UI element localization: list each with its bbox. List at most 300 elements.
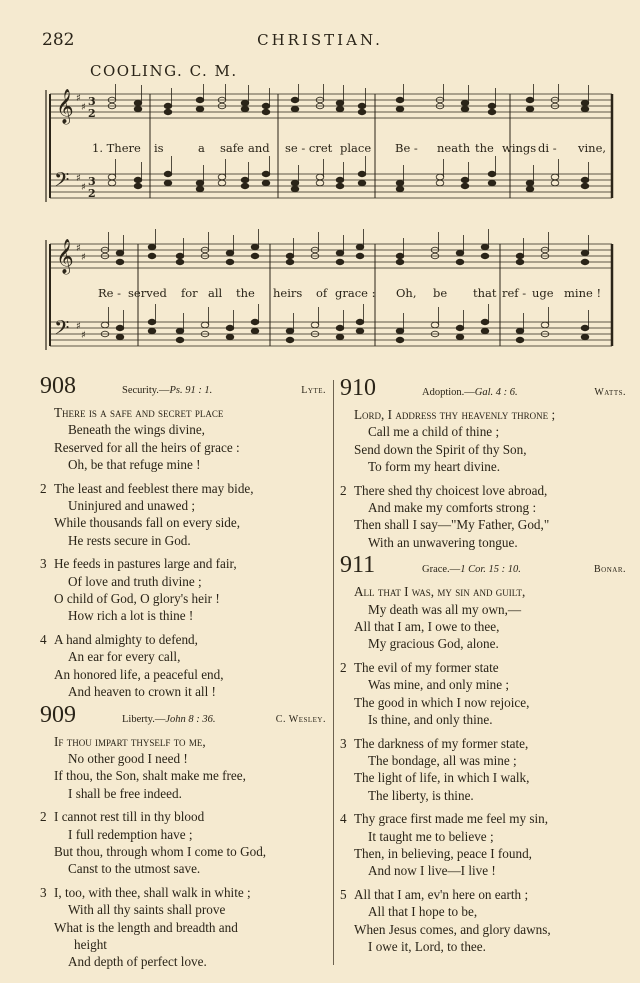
verse-line	[40, 480, 330, 497]
note-head	[164, 171, 172, 177]
lyric-syllable: the	[475, 141, 494, 155]
lyric-syllable: vine,	[578, 141, 607, 155]
note-head	[291, 106, 299, 112]
sharp-icon: ♯	[76, 93, 81, 104]
sharp-icon: ♯	[81, 330, 86, 341]
lyric-syllable: grace :	[335, 286, 376, 300]
column-divider	[333, 380, 334, 965]
verse-line	[54, 532, 330, 549]
hymn-subject	[422, 561, 594, 578]
verse-line	[354, 938, 630, 955]
note-head	[262, 103, 270, 109]
hymn-author: Bonar.	[593, 564, 626, 576]
right-column	[340, 375, 630, 961]
note-head	[116, 334, 124, 340]
note-head	[336, 106, 344, 112]
note-head	[336, 259, 344, 265]
hymn-number: 908	[40, 373, 76, 399]
note-head	[516, 253, 524, 259]
note-head	[541, 322, 549, 328]
verse-line	[354, 921, 630, 938]
stanza	[40, 555, 330, 625]
note-head	[262, 109, 270, 115]
note-head	[134, 100, 142, 106]
verse-text: Then shall I say—"My Father, God,"	[354, 517, 550, 533]
note-head	[581, 183, 589, 189]
stanza	[340, 886, 630, 956]
note-head	[116, 250, 124, 256]
stanza	[340, 810, 630, 880]
note-head	[291, 186, 299, 192]
sharp-icon: ♯	[76, 243, 81, 254]
verse-line	[54, 936, 330, 953]
note-head	[336, 334, 344, 340]
lyric-syllable: Re -	[98, 286, 122, 300]
note-head	[336, 325, 344, 331]
verse-text: height	[74, 936, 107, 952]
verse-text: All that I am, I owe to thee,	[354, 619, 500, 635]
verse-text: Thy grace first made me feel my sin,	[354, 811, 549, 827]
note-head	[396, 106, 404, 112]
verse-text: Is thine, and only thine.	[368, 712, 493, 728]
hymn-subject	[122, 711, 276, 728]
note-head	[396, 97, 404, 103]
verse-line	[54, 953, 330, 970]
note-head	[164, 180, 172, 186]
note-head	[108, 174, 116, 180]
note-head	[396, 180, 404, 186]
verse-text: And make my comforts strong :	[368, 500, 537, 516]
note-head	[311, 322, 319, 328]
verse-text: An ear for every call,	[68, 649, 181, 665]
verse-text: The darkness of my former state,	[354, 735, 529, 751]
verse-text: Call me a child of thine ;	[368, 424, 500, 440]
note-head	[488, 171, 496, 177]
note-head	[461, 177, 469, 183]
note-head	[581, 177, 589, 183]
verse-text: With all thy saints shall prove	[68, 902, 226, 918]
verse-line	[354, 601, 630, 618]
verse-line	[354, 694, 630, 711]
treble-clef-icon: 𝄞	[56, 89, 74, 124]
note-head	[356, 328, 364, 334]
verse-line	[340, 810, 630, 827]
verse-line	[54, 404, 330, 421]
note-head	[461, 106, 469, 112]
note-head	[226, 259, 234, 265]
verse-line	[354, 769, 630, 786]
note-head	[116, 259, 124, 265]
note-head	[241, 100, 249, 106]
note-head	[551, 180, 559, 186]
note-head	[286, 259, 294, 265]
verse-line	[354, 458, 630, 475]
verse-text: Uninjured and unawed ;	[68, 498, 196, 514]
time-signature: 2	[88, 107, 96, 120]
note-head	[286, 328, 294, 334]
stanza	[340, 482, 630, 552]
verse-text: My gracious God, alone.	[368, 636, 499, 652]
verse-text: There shed thy choicest love abroad,	[354, 482, 548, 498]
stanza-number: 4	[40, 631, 47, 647]
note-head	[196, 97, 204, 103]
stanza	[340, 406, 630, 476]
note-head	[481, 328, 489, 334]
verse-text: Beneath the wings divine,	[68, 422, 205, 438]
note-head	[101, 322, 109, 328]
hymn-subject	[122, 382, 301, 399]
note-head	[148, 319, 156, 325]
hymn-heading	[40, 373, 330, 402]
hymn-subject-label: Liberty.—	[122, 713, 166, 725]
note-head	[358, 180, 366, 186]
note-head	[176, 328, 184, 334]
lyric-syllable: a	[198, 141, 205, 155]
note-head	[488, 103, 496, 109]
verse-text: But thou, through whom I come to God,	[54, 843, 267, 859]
verse-text: The bondage, all was mine ;	[368, 752, 517, 768]
sharp-icon: ♯	[76, 321, 81, 332]
verse-line	[54, 843, 330, 860]
note-head	[551, 174, 559, 180]
note-head	[526, 97, 534, 103]
lyric-syllable: di -	[538, 141, 557, 155]
verse-text: While thousands fall on every side,	[54, 515, 241, 531]
note-head	[148, 244, 156, 250]
lyric-syllable: se - cret	[285, 141, 333, 155]
verse-line	[54, 683, 330, 700]
note-head	[286, 337, 294, 343]
verse-text: No other good I need !	[68, 750, 188, 766]
verse-line	[354, 787, 630, 804]
hymn-subject-label: Security.—	[122, 385, 170, 396]
verse-text: The evil of my former state	[354, 659, 499, 675]
verse-line	[54, 767, 330, 784]
stanza	[40, 884, 330, 971]
lyric-syllable: for	[181, 286, 198, 300]
stanza	[40, 480, 330, 550]
page-number: 282	[42, 30, 75, 50]
verse-line	[354, 441, 630, 458]
stanza-number: 4	[340, 811, 347, 827]
verse-line	[354, 862, 630, 879]
note-head	[148, 253, 156, 259]
verse-text: When Jesus comes, and glory dawns,	[354, 921, 551, 937]
note-head	[488, 180, 496, 186]
note-head	[396, 253, 404, 259]
note-head	[358, 103, 366, 109]
hymn-reference: Ps. 91 : 1.	[169, 385, 213, 396]
hymn-908	[40, 373, 330, 701]
note-head	[581, 100, 589, 106]
hymn-number: 910	[340, 375, 376, 401]
verse-text: All that I hope to be,	[368, 904, 478, 920]
hymn-heading	[340, 552, 630, 581]
note-head	[516, 328, 524, 334]
verse-line	[354, 534, 630, 551]
note-head	[148, 328, 156, 334]
stanza-number: 3	[40, 556, 47, 572]
verse-text: Oh, be that refuge mine !	[68, 457, 201, 473]
note-head	[456, 250, 464, 256]
verse-line	[54, 648, 330, 665]
lyric-syllable: that	[473, 286, 497, 300]
note-head	[316, 180, 324, 186]
lyric-syllable: wings	[502, 141, 537, 155]
note-head	[201, 322, 209, 328]
verse-line	[354, 711, 630, 728]
note-head	[358, 171, 366, 177]
note-head	[291, 180, 299, 186]
note-head	[196, 106, 204, 112]
verse-line	[54, 666, 330, 683]
lyric-syllable: safe	[220, 141, 244, 155]
verse-text: I full redemption have ;	[68, 826, 193, 842]
verse-line	[54, 590, 330, 607]
hymn-number: 911	[340, 552, 376, 579]
note-head	[336, 183, 344, 189]
verse-line	[340, 886, 630, 903]
note-head	[116, 325, 124, 331]
verse-text: My death was all my own,—	[368, 601, 522, 617]
note-head	[456, 259, 464, 265]
verse-text: I, too, with thee, shall walk in white ;	[54, 884, 251, 900]
verse-text: Was mine, and only mine ;	[368, 677, 510, 693]
verse-text: Then, in believing, peace I found,	[354, 845, 532, 861]
sharp-icon: ♯	[81, 102, 86, 113]
hymn-number: 909	[40, 701, 76, 728]
stanza	[40, 631, 330, 701]
lyric-syllable: mine !	[564, 286, 602, 300]
bass-clef-icon: 𝄢	[54, 168, 70, 196]
verse-line	[54, 733, 330, 750]
note-head	[176, 259, 184, 265]
note-head	[196, 186, 204, 192]
note-head	[516, 337, 524, 343]
note-head	[456, 325, 464, 331]
note-head	[316, 174, 324, 180]
note-head	[336, 177, 344, 183]
verse-text: An honored life, a peaceful end,	[54, 666, 224, 682]
hymn-author: C. Wesley.	[275, 713, 326, 725]
verse-text: How rich a lot is thine !	[68, 608, 194, 624]
note-head	[581, 325, 589, 331]
verse-text: There is a safe and secret place	[54, 405, 224, 420]
note-head	[226, 250, 234, 256]
verse-line	[40, 555, 330, 572]
running-head: CHRISTIAN.	[257, 31, 383, 49]
verse-line	[340, 482, 630, 499]
verse-text: I shall be free indeed.	[68, 785, 182, 801]
note-head	[461, 183, 469, 189]
note-head	[251, 244, 259, 250]
verse-line	[354, 676, 630, 693]
lyric-syllable: the	[236, 286, 255, 300]
verse-text: A hand almighty to defend,	[54, 631, 198, 647]
verse-line	[354, 618, 630, 635]
note-head	[431, 322, 439, 328]
note-head	[134, 177, 142, 183]
verse-line	[54, 497, 330, 514]
verse-text: Canst to the utmost save.	[68, 861, 201, 877]
note-head	[251, 319, 259, 325]
verse-text: And depth of perfect love.	[68, 954, 207, 970]
lyric-syllable: uge	[532, 286, 554, 300]
verse-line	[40, 808, 330, 825]
hymn-reference: John 8 : 36.	[165, 713, 216, 725]
note-head	[526, 106, 534, 112]
stanza	[340, 659, 630, 729]
note-head	[241, 106, 249, 112]
note-head	[358, 109, 366, 115]
verse-text: I cannot rest till in thy blood	[54, 809, 205, 825]
note-head	[164, 103, 172, 109]
lyric-syllable: Oh,	[396, 286, 417, 300]
stanza-number: 2	[340, 659, 347, 675]
note-head	[218, 174, 226, 180]
verse-line	[354, 845, 630, 862]
note-head	[396, 328, 404, 334]
note-head	[516, 259, 524, 265]
stanza	[40, 733, 330, 803]
lyric-syllable: neath	[437, 141, 471, 155]
verse-text: The light of life, in which I walk,	[354, 770, 530, 786]
note-head	[436, 180, 444, 186]
verse-text: With an unwavering tongue.	[368, 534, 518, 550]
lyric-syllable: all	[208, 286, 223, 300]
verse-text: Of love and truth divine ;	[68, 573, 202, 589]
stanza	[340, 583, 630, 653]
verse-text: It taught me to believe ;	[368, 828, 494, 844]
hymn-reference: Gal. 4 : 6.	[474, 387, 518, 398]
note-head	[526, 186, 534, 192]
stanza-number: 2	[40, 480, 47, 496]
verse-line	[354, 583, 630, 600]
bass-clef-icon: 𝄢	[54, 316, 70, 344]
note-head	[134, 106, 142, 112]
note-head	[241, 183, 249, 189]
note-head	[262, 171, 270, 177]
note-head	[356, 319, 364, 325]
verse-text: If thou impart thyself to me,	[54, 733, 206, 749]
note-head	[461, 100, 469, 106]
verse-text: O child of God, O glory's heir !	[54, 591, 220, 607]
note-head	[226, 325, 234, 331]
note-head	[356, 244, 364, 250]
note-head	[581, 250, 589, 256]
hymn-909	[40, 701, 330, 971]
stanza	[340, 735, 630, 805]
left-column	[40, 373, 330, 977]
verse-line	[54, 421, 330, 438]
note-head	[176, 253, 184, 259]
sharp-icon: ♯	[81, 182, 86, 193]
note-head	[436, 174, 444, 180]
note-head	[481, 253, 489, 259]
note-head	[336, 100, 344, 106]
verse-text: The good in which I now rejoice,	[354, 694, 530, 710]
verse-line	[54, 750, 330, 767]
verse-line	[354, 423, 630, 440]
note-head	[251, 328, 259, 334]
sharp-icon: ♯	[81, 252, 86, 263]
verse-text: And heaven to crown it all !	[68, 684, 216, 700]
treble-clef-icon: 𝄞	[56, 239, 74, 274]
lyric-syllable: Be -	[395, 141, 418, 155]
hymn-reference: 1 Cor. 15 : 10.	[460, 564, 521, 576]
verse-text: The liberty, is thine.	[368, 787, 474, 803]
verse-line	[54, 919, 330, 936]
verse-line	[54, 607, 330, 624]
lyric-syllable: 1. There	[92, 141, 141, 155]
note-head	[286, 253, 294, 259]
note-head	[396, 259, 404, 265]
verse-text: All that I was, my sin and guilt,	[354, 584, 526, 600]
hymn-subject	[422, 384, 594, 401]
verse-line	[354, 752, 630, 769]
verse-text: Reserved for all the heirs of grace :	[54, 439, 240, 455]
stanza-number: 2	[40, 809, 47, 825]
note-head	[176, 337, 184, 343]
time-signature: 3	[88, 175, 96, 188]
hymn-910	[340, 375, 630, 551]
lyric-syllable: and	[248, 141, 270, 155]
lyric-syllable: be	[433, 286, 448, 300]
time-signature: 3	[88, 95, 96, 108]
note-head	[481, 244, 489, 250]
note-head	[481, 319, 489, 325]
note-head	[526, 180, 534, 186]
lyric-syllable: is	[154, 141, 164, 155]
hymn-author: Lyte.	[301, 385, 326, 396]
verse-text: What is the length and breadth and	[54, 919, 238, 935]
verse-line	[40, 631, 330, 648]
verse-text: All that I am, ev'n here on earth ;	[354, 886, 529, 902]
note-head	[164, 109, 172, 115]
tune-title: COOLING. C. M.	[90, 62, 238, 80]
verse-text: If thou, the Son, shalt make me free,	[54, 768, 246, 784]
note-head	[356, 253, 364, 259]
lyric-syllable: ref -	[502, 286, 527, 300]
note-head	[396, 186, 404, 192]
note-head	[488, 109, 496, 115]
verse-line	[54, 573, 330, 590]
note-head	[251, 253, 259, 259]
verse-text: He feeds in pastures large and fair,	[54, 556, 237, 572]
lyric-syllable: served	[128, 286, 167, 300]
stanza	[40, 808, 330, 878]
verse-line	[54, 514, 330, 531]
verse-line	[340, 735, 630, 752]
note-head	[241, 177, 249, 183]
verse-line	[354, 903, 630, 920]
sharp-icon: ♯	[76, 173, 81, 184]
verse-line	[54, 826, 330, 843]
note-head	[108, 180, 116, 186]
verse-text: To form my heart divine.	[368, 459, 501, 475]
note-head	[291, 97, 299, 103]
hymn-911	[340, 552, 630, 955]
stanza-number: 2	[340, 482, 347, 498]
verse-line	[54, 860, 330, 877]
verse-line	[354, 828, 630, 845]
verse-line	[340, 659, 630, 676]
note-head	[196, 180, 204, 186]
verse-text: And now I live—I live !	[368, 863, 496, 879]
music-score	[40, 84, 620, 369]
verse-text: The least and feeblest there may bide,	[54, 480, 254, 496]
verse-line	[354, 516, 630, 533]
